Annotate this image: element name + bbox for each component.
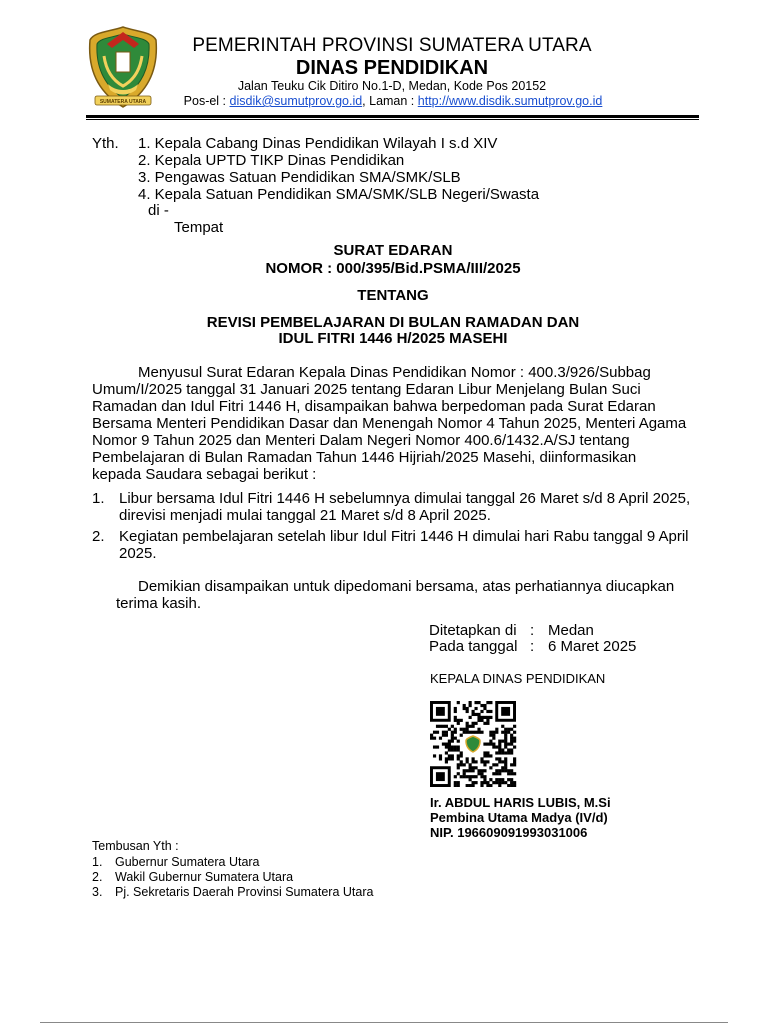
email-label: Pos-el :: [183, 94, 230, 108]
contact-line: [176, 94, 610, 108]
point-line: direvisi menjadi mulai tanggal 21 Maret s/d 8 April 2025.: [119, 507, 491, 524]
page-bottom-line: [40, 1022, 728, 1023]
addressee-place: Tempat: [174, 219, 224, 236]
province-emblem: [86, 24, 160, 110]
signatory-name: Ir. ABDUL HARIS LUBIS, M.Si: [430, 795, 611, 810]
date-value: 6 Maret 2025: [548, 638, 637, 655]
signatory-rank: Pembina Utama Madya (IV/d): [430, 810, 608, 825]
addressee-item: 4. Kepala Satuan Pendidikan SMA/SMK/SLB Negeri/Swasta: [138, 186, 540, 203]
point-number: 1.: [92, 490, 105, 507]
email-link[interactable]: disdik@sumutprov.go.id: [229, 94, 363, 108]
date-label: Pada tanggal: [429, 638, 518, 655]
paragraph-line: Ramadan dan Idul Fitri 1446 H, disampaikan bahwa berpedoman pada Surat Edaran: [92, 398, 656, 415]
letter-number: NOMOR : 000/395/Bid.PSMA/III/2025: [265, 260, 521, 277]
qr-code: [428, 701, 518, 787]
set-at-value: Medan: [548, 622, 594, 639]
signatory-nip: NIP. 196609091993031006: [430, 825, 588, 840]
cc-item: Wakil Gubernur Sumatera Utara: [115, 870, 294, 884]
set-at-colon: :: [530, 622, 535, 639]
addressee-item: 1. Kepala Cabang Dinas Pendidikan Wilayah I s.d XIV: [138, 135, 498, 152]
paragraph-line: Pembelajaran di Bulan Ramadan Tahun 1446 Hijriah/2025 Masehi, diinformasikan: [92, 449, 637, 466]
cc-number: 3.: [92, 885, 103, 899]
cc-number: 2.: [92, 870, 103, 884]
closing-line: Demikian disampaikan untuk dipedomani bersama, atas perhatiannya diucapkan: [138, 578, 675, 595]
set-at-label: Ditetapkan di: [429, 622, 517, 639]
date-colon: :: [530, 638, 535, 655]
addressee-item: 2. Kepala UPTD TIKP Dinas Pendidikan: [138, 152, 405, 169]
letterhead-rule-thick: [86, 115, 699, 118]
letterhead-rule-thin: [86, 119, 699, 120]
subject-line: REVISI PEMBELAJARAN DI BULAN RAMADAN DAN: [206, 314, 580, 331]
paragraph-line: Umum/I/2025 tanggal 31 Januari 2025 tentang Edaran Libur Menjelang Bulan Suci: [92, 381, 641, 398]
cc-item: Pj. Sekretaris Daerah Provinsi Sumatera Utara: [115, 885, 374, 899]
paragraph-line: Bersama Menteri Pendidikan Dasar dan Menengah Nomor 4 Tahun 2025, Menteri Agama: [92, 415, 687, 432]
about-label: TENTANG: [357, 287, 429, 304]
paragraph-line: Nomor 9 Tahun 2025 dan Menteri Dalam Negeri Nomor 400.6/1432.A/SJ tentang: [92, 432, 630, 449]
cc-label: Tembusan Yth :: [92, 839, 179, 853]
paragraph-line: kepada Saudara sebagai berikut :: [92, 466, 317, 483]
office-name: DINAS PENDIDIKAN: [295, 57, 489, 79]
government-name: PEMERINTAH PROVINSI SUMATERA UTARA: [192, 35, 592, 56]
cc-number: 1.: [92, 855, 103, 869]
point-line: Libur bersama Idul Fitri 1446 H sebelumnya dimulai tanggal 26 Maret s/d 8 April 2025,: [119, 490, 691, 507]
addressee-item: 3. Pengawas Satuan Pendidikan SMA/SMK/SLB: [138, 169, 461, 186]
closing-line: terima kasih.: [116, 595, 202, 612]
point-number: 2.: [92, 528, 105, 545]
website-label: , Laman :: [362, 94, 418, 108]
letter-type: SURAT EDARAN: [333, 242, 453, 259]
signatory-position: KEPALA DINAS PENDIDIKAN: [430, 671, 606, 686]
addressee-di: di -: [148, 202, 169, 219]
addressee-label: Yth.: [92, 135, 119, 152]
point-line: Kegiatan pembelajaran setelah libur Idul Fitri 1446 H dimulai hari Rabu tanggal 9 April: [119, 528, 689, 545]
office-address: Jalan Teuku Cik Ditiro No.1-D, Medan, Kode Pos 20152: [237, 79, 547, 93]
website-link[interactable]: http://www.disdik.sumutprov.go.id: [417, 94, 603, 108]
svg-text:SUMATERA UTARA: SUMATERA UTARA: [99, 99, 147, 105]
cc-item: Gubernur Sumatera Utara: [115, 855, 260, 869]
point-line: 2025.: [119, 545, 157, 562]
subject-line: IDUL FITRI 1446 H/2025 MASEHI: [278, 330, 508, 347]
paragraph-line: Menyusul Surat Edaran Kepala Dinas Pendidikan Nomor : 400.3/926/Subbag: [138, 364, 651, 381]
